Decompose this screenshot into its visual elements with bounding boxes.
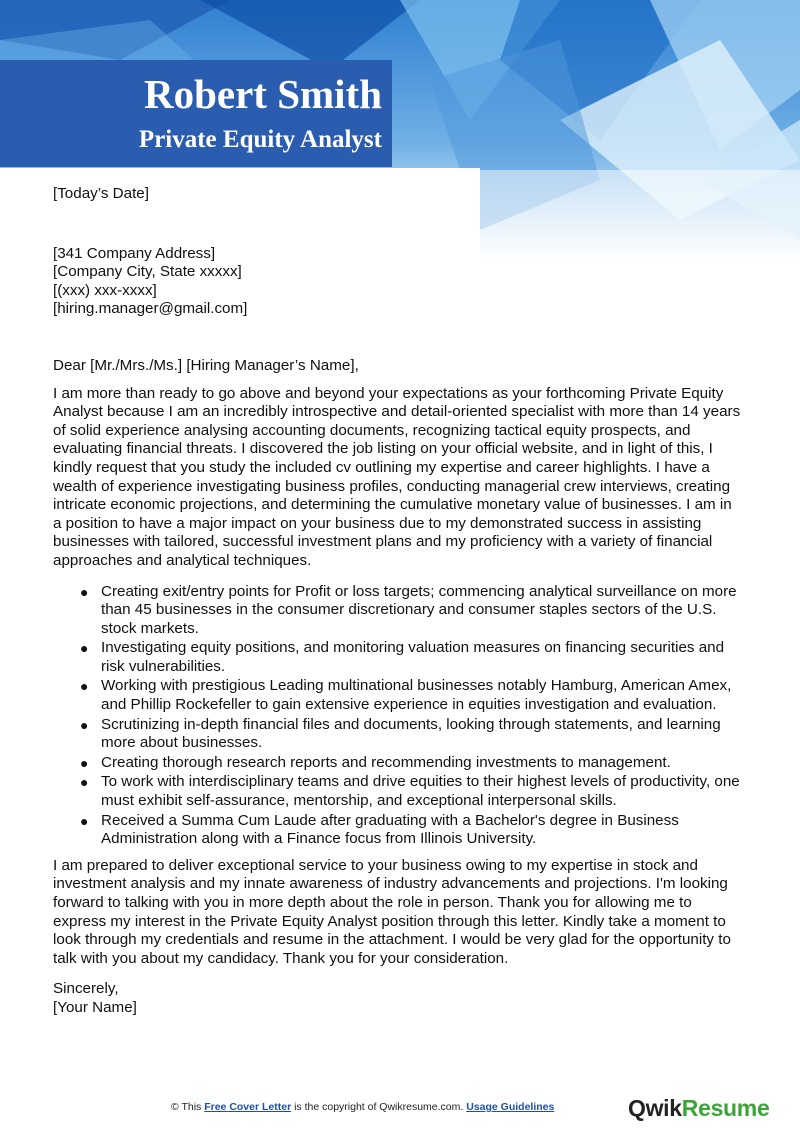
list-item (53, 773, 743, 810)
copyright-notice (171, 1101, 554, 1113)
bullet-icon: ● (80, 640, 89, 657)
letter-date: [Today’s Date] (53, 185, 149, 202)
bullet-icon: ● (80, 754, 89, 771)
logo-resume: Resume (681, 1095, 770, 1121)
bullet-icon: ● (80, 583, 89, 600)
list-item (53, 639, 743, 676)
copyright-prefix: © This (171, 1101, 205, 1113)
sign-off: Sincerely, (53, 980, 119, 998)
job-title: Private Equity Analyst (138, 126, 382, 153)
address-line: [Company City, State xxxxx] (53, 263, 242, 281)
logo-qwik: Qwik (628, 1095, 682, 1121)
address-line: [341 Company Address] (53, 244, 216, 262)
closing-paragraph: I am prepared to deliver exceptional service to your business owing to my expertise in stock and investment analysis and my innate awareness of industry advancements and projections. I'm looking forward to talking with you in more depth about the role in person. Thank you for allowing me to express my interest in the Private Equity Analyst position through this letter. Kindly take a moment to look through my credentials and resume in the attachment. I would be very glad for the opportunity to talk with you about my candidacy. Thank you for your consideration. (53, 856, 731, 967)
footer (0, 1095, 800, 1131)
list-item-text: To work with interdisciplinary teams and drive equities to their highest levels of productivity, one must exhibit self-assurance, mentorship, and exceptional interpersonal skills. (101, 773, 740, 810)
list-item-text: Creating thorough research reports and recommending investments to management. (101, 753, 671, 771)
signature: [Your Name] (53, 998, 137, 1016)
usage-guidelines-link[interactable]: Usage Guidelines (466, 1101, 555, 1113)
intro-paragraph: I am more than ready to go above and beyond your expectations as your forthcoming Private Equity Analyst because I am an incredibly introspective and detail-oriented specialist with more than 14 years of solid experience analysing accounting documents, recognizing tactical equity prospects, and evaluating financial threats. I discovered the job listing on your official website, and in light of this, I kindly request that you study the included cv outlining my expertise and career highlights. I have a wealth of experience investigating business profiles, conducting managerial crew interviews, creating intricate economic projections, and determining the cumulative monetary value of businesses. I am in a position to have a major impact on your business due to my demonstrated success in assisting businesses with tailored, successful investment plans and my proficiency with a variety of financial approaches and analytical techniques. (53, 384, 741, 569)
list-item-text: Scrutinizing in-depth financial files and documents, looking through statements, and learning more about businesses. (101, 715, 721, 752)
list-item (53, 583, 743, 639)
copyright-middle: is the copyright of Qwikresume.com. (291, 1101, 467, 1113)
list-item (53, 812, 743, 849)
bullet-icon: ● (80, 812, 89, 829)
name-banner (0, 60, 392, 167)
list-item-text: Received a Summa Cum Laude after graduating with a Bachelor's degree in Business Administration along with a Finance focus from Illinois University. (101, 811, 679, 848)
achievement-list (53, 583, 743, 849)
list-item-text: Creating exit/entry points for Profit or loss targets; commencing analytical surveillance on more than 45 businesses in the consumer discretionary and consumer staples sectors of the U.S. stock markets. (101, 582, 737, 637)
list-item (53, 677, 743, 714)
greeting: Dear [Mr./Mrs./Ms.] [Hiring Manager’s Name], (53, 356, 359, 374)
address-line: [hiring.manager@gmail.com] (53, 300, 248, 318)
address-line: [(xxx) xxx-xxxx] (53, 281, 157, 299)
bullet-icon: ● (80, 678, 89, 695)
candidate-name: Robert Smith (143, 71, 382, 117)
list-item (53, 754, 743, 773)
bullet-icon: ● (80, 716, 89, 733)
letter-body (53, 185, 743, 1018)
list-item-text: Investigating equity positions, and monitoring valuation measures on financing securities and risk vulnerabilities. (101, 639, 725, 675)
free-cover-letter-link[interactable]: Free Cover Letter (204, 1101, 292, 1113)
qwikresume-logo (628, 1095, 769, 1122)
bullet-icon: ● (80, 774, 89, 791)
list-item (53, 716, 743, 753)
list-item-text: Working with prestigious Leading multinational businesses notably Hamburg, American Amex, and Phillip Rockefeller to gain extensive experience in equities investigation and evaluation. (101, 677, 732, 714)
recipient-address (53, 245, 743, 319)
